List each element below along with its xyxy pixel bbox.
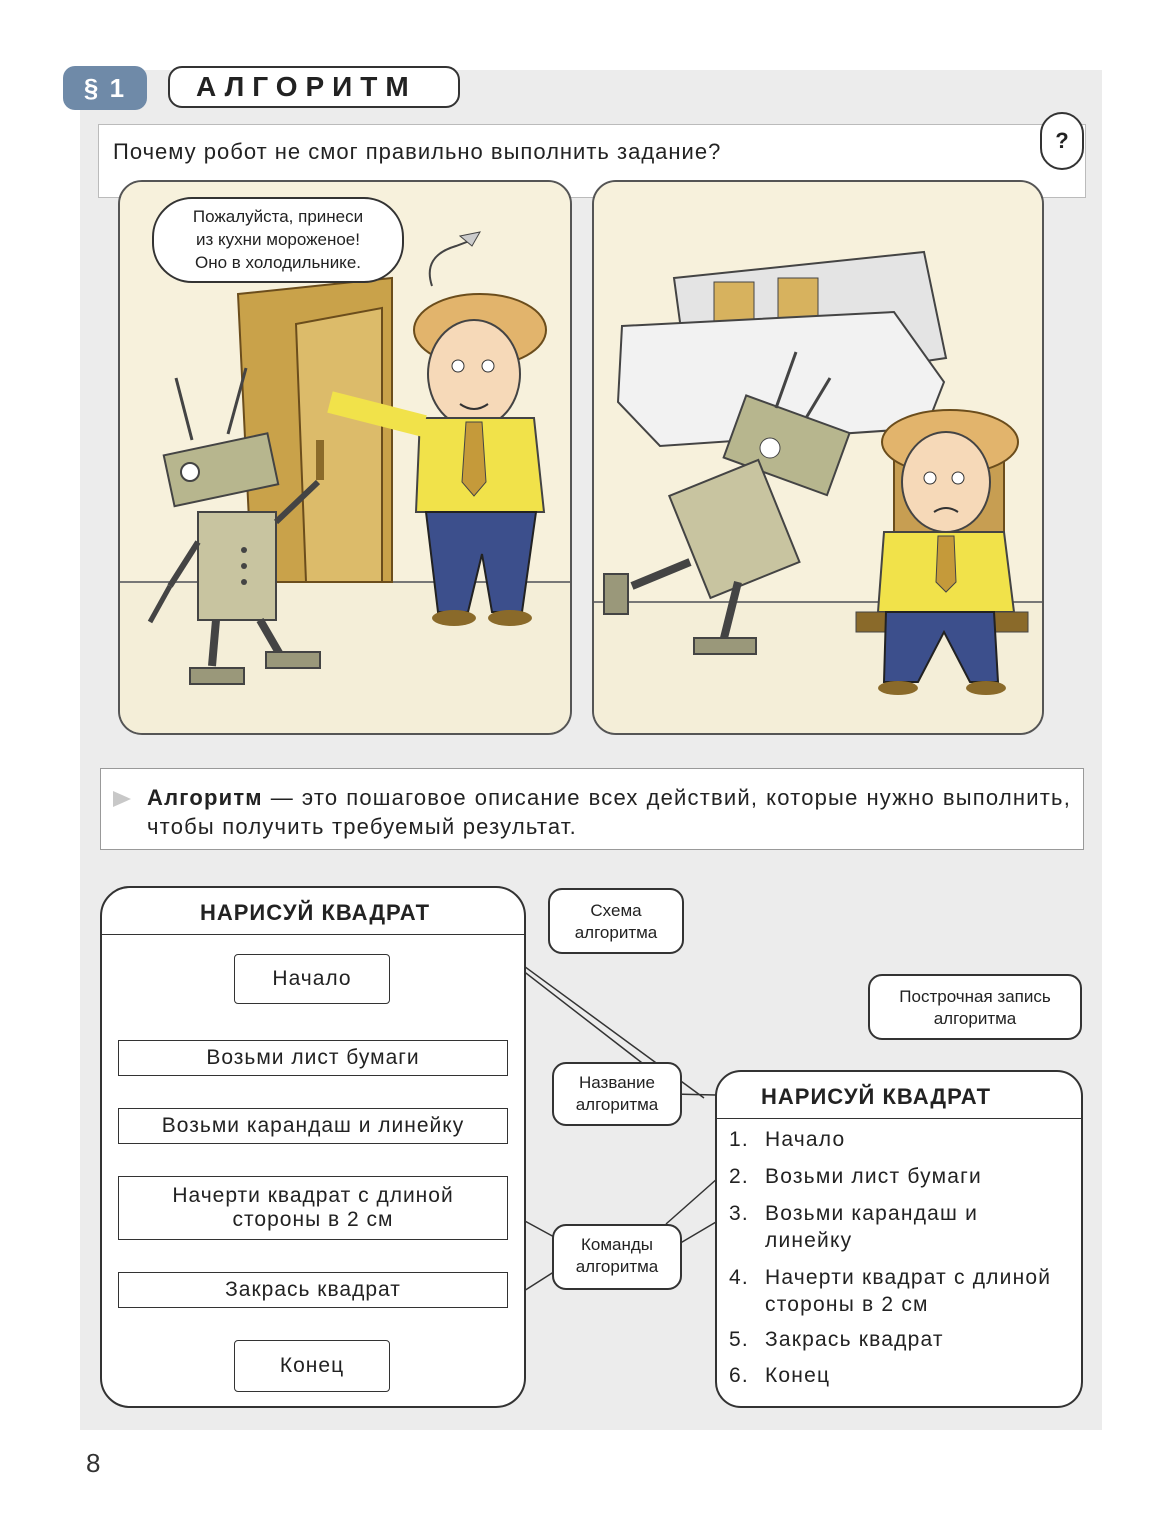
list-item	[729, 1200, 1025, 1254]
line-record-frame	[715, 1070, 1083, 1408]
divider	[717, 1118, 1081, 1119]
list-item-number: 6.	[729, 1364, 749, 1387]
list-item-number: 5.	[729, 1328, 749, 1351]
question-text: Почему робот не смог правильно выполнить задание?	[113, 139, 722, 164]
callout-scheme: Схема алгоритма	[548, 888, 684, 954]
list-item-text: Начало	[765, 1128, 846, 1151]
flowchart-step: Закрась квадрат	[118, 1272, 508, 1308]
definition-box	[100, 768, 1084, 850]
list-item-text: Возьми карандаш и линейку	[765, 1202, 979, 1252]
definition-body: — это пошаговое описание всех действий, которые нужно выполнить, чтобы получить требуемый результат.	[147, 785, 1071, 839]
list-item-text: Конец	[765, 1364, 831, 1387]
callout-algorithm-name: Название алгоритма	[552, 1062, 682, 1126]
flowchart-step: Начерти квадрат с длиной стороны в 2 см	[118, 1176, 508, 1240]
page-number: 8	[86, 1448, 101, 1478]
list-item-number: 4.	[729, 1266, 749, 1289]
question-mark-icon: ?	[1040, 112, 1084, 170]
flowchart-end: Конец	[234, 1340, 390, 1392]
section-badge: § 1	[63, 66, 147, 110]
speech-line: из кухни мороженое!	[196, 230, 360, 249]
comic-illustration-right	[594, 182, 1044, 735]
list-item-number: 1.	[729, 1128, 749, 1151]
line-record-title: НАРИСУЙ КВАДРАТ	[761, 1084, 992, 1109]
list-item-number: 3.	[729, 1202, 749, 1225]
list-item	[729, 1362, 1075, 1389]
flowchart-start: Начало	[234, 954, 390, 1004]
list-item-text: Возьми лист бумаги	[765, 1165, 982, 1188]
speech-line: Пожалуйста, принеси	[192, 207, 364, 226]
callout-commands: Команды алгоритма	[552, 1224, 682, 1290]
list-item	[729, 1163, 1075, 1190]
speech-line: Оно в холодильнике.	[194, 253, 361, 272]
list-item	[729, 1326, 1075, 1353]
flowchart-title: НАРИСУЙ КВАДРАТ	[199, 900, 431, 925]
list-item-text: Закрась квадрат	[765, 1328, 944, 1351]
list-item-number: 2.	[729, 1165, 749, 1188]
flowchart-step: Возьми карандаш и линейку	[118, 1108, 508, 1144]
section-title: АЛГОРИТМ	[168, 66, 460, 108]
callout-line-record: Построчная запись алгоритма	[868, 974, 1082, 1040]
divider	[102, 934, 524, 935]
list-item-text: Начерти квадрат с длиной стороны в 2 см	[765, 1266, 1052, 1316]
definition-text	[147, 783, 1071, 841]
comic-panel-right	[592, 180, 1044, 735]
list-item	[729, 1264, 1081, 1318]
flowchart-step: Возьми лист бумаги	[118, 1040, 508, 1076]
speech-bubble	[152, 197, 404, 283]
pointer-flag-icon	[113, 791, 131, 807]
list-item	[729, 1126, 1075, 1153]
definition-term: Алгоритм	[147, 785, 263, 810]
